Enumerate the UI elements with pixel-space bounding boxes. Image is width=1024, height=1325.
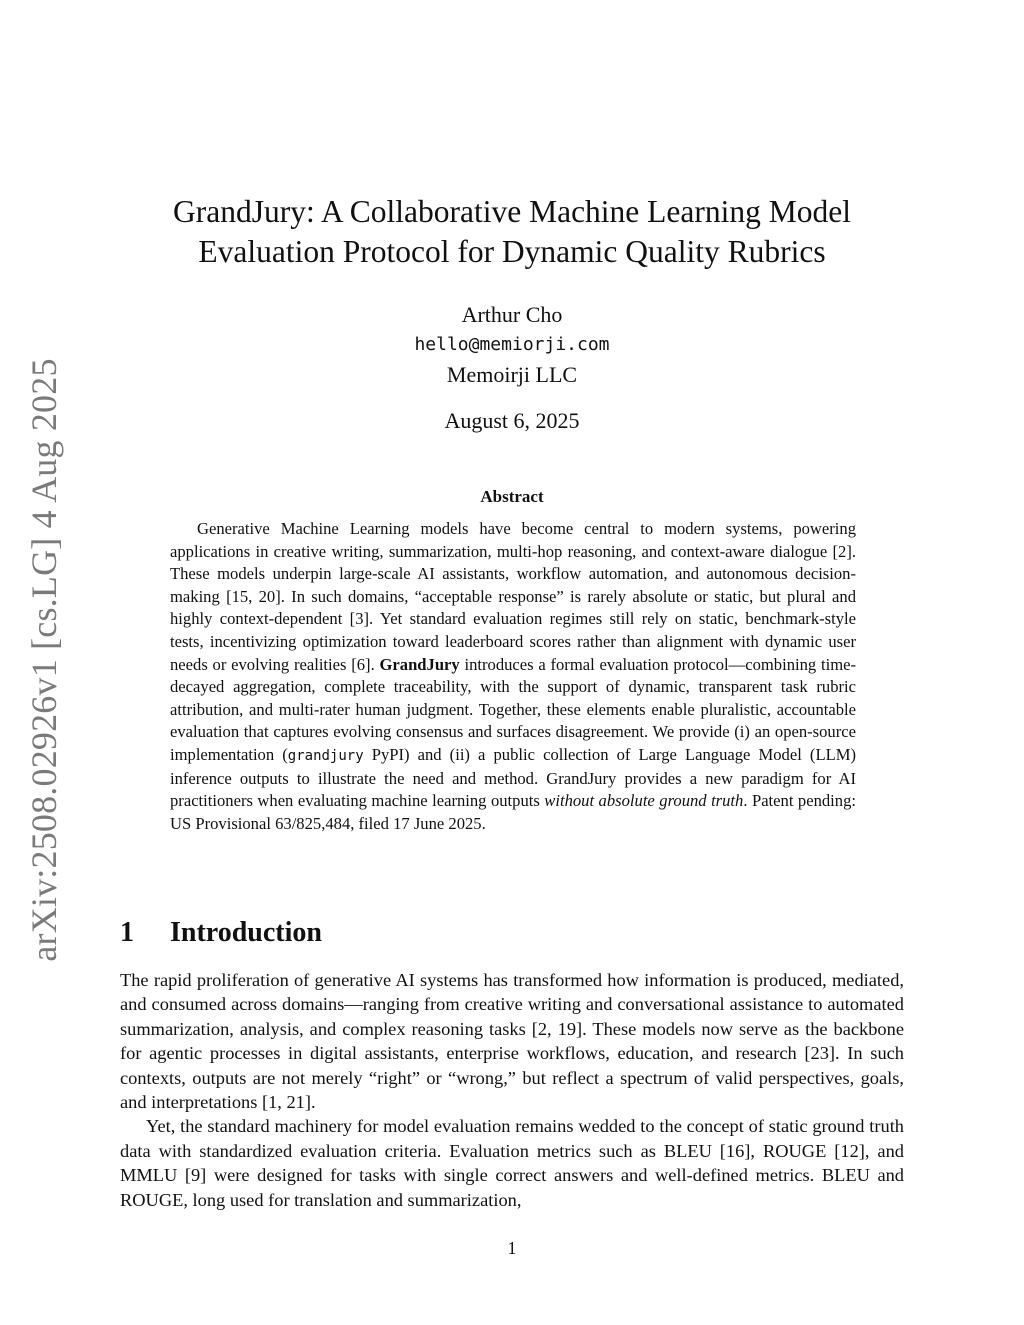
- paragraph-2: Yet, the standard machinery for model evaluation remains wedded to the concept of static ground truth data with standardized evaluation criteria. Evaluation metrics such as BLEU [16], ROUGE [12], and MMLU [9] were designed for tasks with single correct answers and well-defined metrics. BLEU and ROUGE, long used for translation and summarization,: [120, 1116, 904, 1210]
- publication-date: August 6, 2025: [444, 408, 580, 433]
- paper-title-line-2: Evaluation Protocol for Dynamic Quality Rubrics: [198, 234, 826, 269]
- section-heading: [120, 914, 322, 952]
- abstract-bold-term: GrandJury: [379, 654, 460, 674]
- author-affiliation: Memoirji LLC: [446, 362, 578, 387]
- author-block: [112, 300, 912, 390]
- author-name: Arthur Cho: [461, 302, 563, 327]
- abstract-package-name: grandjury: [287, 747, 364, 764]
- abstract-part-3: PyPI) and (ii) a public collection of Large Language Model (LLM) inference outputs to illustrate the need and method. GrandJury provides a new paradigm for AI practitioners when evaluating machine learning outputs: [170, 744, 856, 811]
- abstract-part-4: . Patent pending: US Provisional 63/825,484, filed 17 June 2025.: [170, 791, 856, 833]
- author-email: hello@memiorji.com: [414, 334, 610, 355]
- paragraph-1: The rapid proliferation of generative AI systems has transformed how information is produced, mediated, and consumed across domains—ranging from creative writing and conversational assistance to automated summarization, analysis, and complex reasoning tasks [2, 19]. These models now serve as the backbone for agentic processes in digital assistants, enterprise workflows, education, and research [23]. In such contexts, outputs are not merely “right” or “wrong,” but reflect a spectrum of valid perspectives, goals, and interpretations [1, 21].: [120, 970, 904, 1113]
- section-number: 1: [120, 917, 134, 948]
- abstract-part-1: Generative Machine Learning models have become central to modern systems, powering applications in creative writing, summarization, multi-hop reasoning, and context-aware dialogue [2]. These models underpin large-scale AI assistants, workflow automation, and autonomous decision-making [15, 20]. In such domains, “acceptable response” is rarely absolute or static, but plural and highly context-dependent [3]. Yet standard evaluation regimes still rely on static, benchmark-style tests, incentivizing optimization toward leaderboard scores rather than alignment with dynamic user needs or evolving realities [6].: [170, 519, 856, 674]
- section-title: Introduction: [170, 917, 322, 948]
- abstract-text: [170, 518, 856, 835]
- introduction-body: [120, 968, 904, 1212]
- abstract-italic-phrase: without absolute ground truth: [544, 791, 744, 811]
- paper-title: [112, 192, 912, 272]
- abstract-part-2: introduces a formal evaluation protocol—combining time-decayed aggregation, complete traceability, with the support of dynamic, transparent task rubric attribution, and multi-rater human judgment. Together, these elements enable pluralistic, accountable evaluation that captures evolving consensus and surfaces disagreement. We provide (i) an open-source implementation (: [170, 654, 856, 764]
- arxiv-identifier-stamp: arXiv:2508.02926v1 [cs.LG] 4 Aug 2025: [24, 358, 64, 962]
- page-number: 1: [507, 1238, 517, 1258]
- paper-title-line-1: GrandJury: A Collaborative Machine Learning Model: [173, 194, 851, 229]
- abstract-heading: Abstract: [480, 487, 544, 506]
